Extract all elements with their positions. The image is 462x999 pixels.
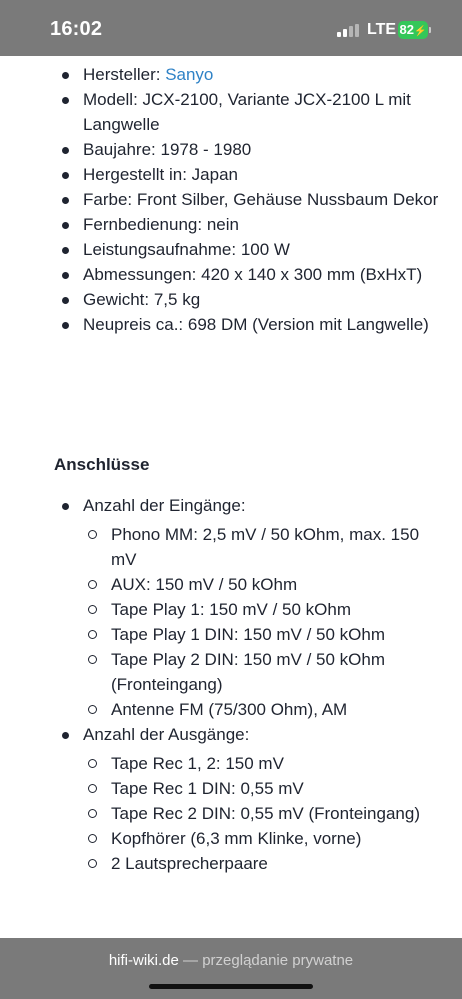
connections-list [0,493,462,876]
spec-color: Farbe: Front Silber, Gehäuse Nussbaum Dekor [0,187,462,212]
output-item: Kopfhörer (6,3 mm Klinke, vorne) [0,826,442,851]
article-content [0,56,462,938]
outputs-sublist [0,751,442,876]
spec-manufacturer [0,62,462,87]
spec-origin: Hergestellt in: Japan [0,162,462,187]
spec-price: Neupreis ca.: 698 DM (Version mit Langwelle) [0,312,462,337]
specs-list [0,62,462,337]
outputs-label: Anzahl der Ausgänge: [83,725,250,744]
browser-bottom-bar[interactable] [0,938,462,999]
private-browsing-note: — przeglądanie prywatne [178,952,354,969]
input-item: Tape Play 1: 150 mV / 50 kOhm [0,597,442,622]
outputs-item [0,722,462,876]
status-time: 16:02 [50,18,103,40]
battery-nub [429,27,431,33]
inputs-item [0,493,462,722]
status-bar [0,0,462,56]
input-item: AUX: 150 mV / 50 kOhm [0,572,442,597]
output-item: Tape Rec 2 DIN: 0,55 mV (Fronteingang) [0,801,442,826]
inputs-sublist [0,522,442,722]
output-item: 2 Lautsprecherpaare [0,851,442,876]
inputs-label: Anzahl der Eingänge: [83,496,246,515]
spec-dimensions: Abmessungen: 420 x 140 x 300 mm (BxHxT) [0,262,462,287]
output-item: Tape Rec 1 DIN: 0,55 mV [0,776,442,801]
spec-remote: Fernbedienung: nein [0,212,462,237]
spec-weight: Gewicht: 7,5 kg [0,287,462,312]
section-heading-connections: Anschlüsse [54,455,150,474]
home-indicator[interactable] [149,984,313,989]
spec-power: Leistungsaufnahme: 100 W [0,237,462,262]
battery-level: 82 [399,22,414,37]
network-type: LTE [367,21,397,38]
manufacturer-link[interactable]: Sanyo [165,65,214,84]
spec-years: Baujahre: 1978 - 1980 [0,137,462,162]
input-item: Tape Play 1 DIN: 150 mV / 50 kOhm [0,622,442,647]
cellular-signal-icon [337,24,363,37]
address-bar[interactable] [0,952,462,969]
charging-bolt-icon: ⚡ [414,26,427,37]
spec-label: Hersteller: [83,65,166,84]
spec-model: Modell: JCX-2100, Variante JCX-2100 L mit Langwelle [0,87,462,137]
address-domain: hifi-wiki.de [108,952,179,969]
input-item: Phono MM: 2,5 mV / 50 kOhm, max. 150 mV [0,522,442,572]
battery-icon [398,21,428,39]
output-item: Tape Rec 1, 2: 150 mV [0,751,442,776]
input-item: Antenne FM (75/300 Ohm), AM [0,697,442,722]
input-item: Tape Play 2 DIN: 150 mV / 50 kOhm (Fronteingang) [0,647,442,697]
